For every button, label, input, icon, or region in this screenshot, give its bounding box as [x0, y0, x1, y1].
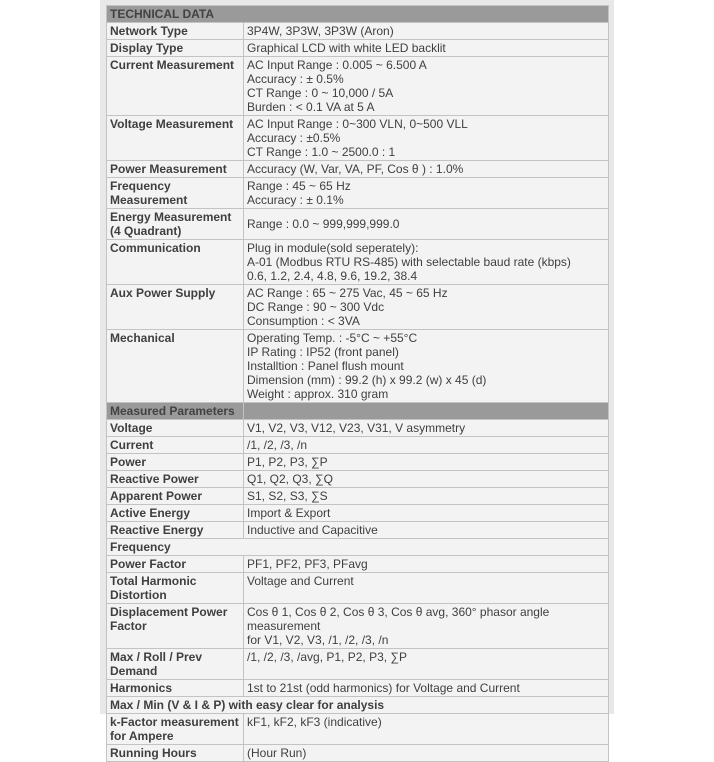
spec-row [107, 680, 609, 697]
cell-line: Consumption : < 3VA [247, 314, 360, 328]
spec-row [107, 714, 609, 745]
cell-line: Operating Temp. : -5°C ~ +55°C [247, 331, 418, 345]
cell-line: Installtion : Panel flush mount [247, 359, 404, 373]
cell-line: AC Input Range : 0~300 VLN, 0~500 VLL [247, 117, 468, 131]
spec-row-label [107, 573, 244, 604]
spec-row-value [244, 505, 609, 522]
cell-line: Range : 45 ~ 65 Hz [247, 179, 351, 193]
cell-line: Total Harmonic [110, 574, 197, 588]
cell-line: Cos θ 1, Cos θ 2, Cos θ 3, Cos θ avg, 360° phasor angle measurement [247, 605, 550, 633]
cell-line: /1, /2, /3, /n [247, 438, 308, 452]
cell-line: Weight : approx. 310 gram [247, 387, 389, 401]
cell-line: 0.6, 1.2, 2.4, 4.8, 9.6, 19.2, 38.4 [247, 269, 418, 283]
cell-line: V1, V2, V3, V12, V23, V31, V asymmetry [247, 421, 466, 435]
cell-line: Energy Measurement [110, 210, 232, 224]
cell-line: Harmonics [110, 681, 173, 695]
spec-row-value [244, 23, 609, 40]
spec-row-value [244, 57, 609, 116]
spec-row [107, 178, 609, 209]
cell-line: Factor [110, 619, 147, 633]
cell-line: for Ampere [110, 729, 174, 743]
spec-row [107, 240, 609, 285]
cell-line: Voltage and Current [247, 574, 354, 588]
spec-row [107, 604, 609, 649]
spec-row-label [107, 471, 244, 488]
spec-row-value [244, 556, 609, 573]
spec-row-value [244, 285, 609, 330]
cell-line: IP Rating : IP52 (front panel) [247, 345, 399, 359]
spec-row-value [244, 573, 609, 604]
cell-line: Accuracy (W, Var, VA, PF, Cos θ ) : 1.0% [247, 162, 464, 176]
cell-line: Mechanical [110, 331, 175, 345]
spec-row-label [107, 488, 244, 505]
cell-line: 3P4W, 3P3W, 3P3W (Aron) [247, 24, 394, 38]
spec-row-value [244, 240, 609, 285]
spec-row-label [107, 178, 244, 209]
spec-row [107, 57, 609, 116]
spec-row-value [244, 649, 609, 680]
spec-row-label [107, 330, 244, 403]
spec-row [107, 420, 609, 437]
spec-row [107, 649, 609, 680]
spec-row-value [244, 604, 609, 649]
spec-row-value [244, 454, 609, 471]
full-width-row [107, 539, 609, 556]
spec-row-label [107, 649, 244, 680]
spec-row-label [107, 23, 244, 40]
spec-row-value [244, 437, 609, 454]
spec-row-value [244, 161, 609, 178]
cell-line: k-Factor measurement [110, 715, 239, 729]
spec-row [107, 505, 609, 522]
section-title: Measured Parameters [107, 403, 244, 420]
cell-line: PF1, PF2, PF3, PFavg [247, 557, 368, 571]
spec-row-value [244, 330, 609, 403]
cell-line: (Hour Run) [247, 746, 307, 760]
spec-row [107, 745, 609, 762]
spec-row-label [107, 604, 244, 649]
spec-row [107, 488, 609, 505]
cell-line: 1st to 21st (odd harmonics) for Voltage and Current [247, 681, 520, 695]
cell-line: Aux Power Supply [110, 286, 216, 300]
cell-line: Accuracy : ±0.5% [247, 131, 341, 145]
cell-line: P1, P2, P3, ∑P [247, 455, 328, 469]
spec-row-label [107, 745, 244, 762]
cell-line: Power Measurement [110, 162, 227, 176]
spec-row [107, 161, 609, 178]
cell-line: Apparent Power [110, 489, 203, 503]
cell-line: Reactive Power [110, 472, 199, 486]
spec-row [107, 522, 609, 539]
spec-row-value [244, 714, 609, 745]
spec-row [107, 454, 609, 471]
spec-row-label [107, 285, 244, 330]
cell-line: S1, S2, S3, ∑S [247, 489, 328, 503]
spec-row-value [244, 209, 609, 240]
spec-row-label [107, 57, 244, 116]
spec-row-value [244, 745, 609, 762]
cell-line: Max / Roll / Prev Demand [110, 650, 203, 678]
spec-row-value [244, 40, 609, 57]
cell-line: AC Range : 65 ~ 275 Vac, 45 ~ 65 Hz [247, 286, 448, 300]
spec-row-label [107, 161, 244, 178]
cell-line: Reactive Energy [110, 523, 204, 537]
spec-row [107, 116, 609, 161]
spec-row [107, 23, 609, 40]
cell-line: Import & Export [247, 506, 331, 520]
spec-row [107, 437, 609, 454]
spec-row-value [244, 471, 609, 488]
cell-line: Display Type [110, 41, 184, 55]
cell-line: Graphical LCD with white LED backlit [247, 41, 446, 55]
cell-line: Active Energy [110, 506, 191, 520]
technical-data-table [106, 5, 609, 762]
content-panel [100, 0, 614, 760]
spec-row [107, 573, 609, 604]
full-width-row [107, 697, 609, 714]
cell-line: Plug in module(sold seperately): [247, 241, 419, 255]
cell-line: Running Hours [110, 746, 197, 760]
spec-row-value [244, 178, 609, 209]
cell-line: A-01 (Modbus RTU RS-485) with selectable baud rate (kbps) [247, 255, 571, 269]
cell-line: Power Factor [110, 557, 187, 571]
spec-row-value [244, 116, 609, 161]
section-header-spacer [244, 403, 609, 420]
cell-line: Current [110, 438, 154, 452]
cell-line: Q1, Q2, Q3, ∑Q [247, 472, 333, 486]
table-body [107, 6, 609, 762]
cell-line: Current Measurement [110, 58, 235, 72]
cell-line: Voltage Measurement [110, 117, 234, 131]
spec-row-value [244, 420, 609, 437]
spec-row-label [107, 240, 244, 285]
section-header-row [107, 6, 609, 23]
spec-row-label [107, 40, 244, 57]
spec-row-label [107, 420, 244, 437]
spec-row [107, 40, 609, 57]
spec-row [107, 556, 609, 573]
spec-row [107, 209, 609, 240]
cell-line: Communication [110, 241, 201, 255]
spec-row [107, 471, 609, 488]
spec-row [107, 285, 609, 330]
cell-line: Displacement Power [110, 605, 228, 619]
cell-line: Accuracy : ± 0.1% [247, 193, 344, 207]
spec-row-label [107, 116, 244, 161]
section-header-row [107, 403, 609, 420]
cell-line: AC Input Range : 0.005 ~ 6.500 A [247, 58, 427, 72]
cell-line: Burden : < 0.1 VA at 5 A [247, 100, 375, 114]
cell-line: CT Range : 0 ~ 10,000 / 5A [247, 86, 394, 100]
spec-row-label [107, 505, 244, 522]
cell-line: kF1, kF2, kF3 (indicative) [247, 715, 382, 729]
spec-row-value [244, 488, 609, 505]
cell-line: for V1, V2, V3, /1, /2, /3, /n [247, 633, 389, 647]
spec-row-label [107, 680, 244, 697]
spec-row-label [107, 209, 244, 240]
spec-row-label [107, 437, 244, 454]
cell-line: Inductive and Capacitive [247, 523, 378, 537]
cell-line: CT Range : 1.0 ~ 2500.0 : 1 [247, 145, 396, 159]
spec-row-value [244, 680, 609, 697]
full-row-label: Frequency [107, 539, 609, 556]
section-title: TECHNICAL DATA [107, 6, 609, 23]
cell-line: Range : 0.0 ~ 999,999,999.0 [247, 217, 400, 231]
spec-row [107, 330, 609, 403]
cell-line: Dimension (mm) : 99.2 (h) x 99.2 (w) x 45 (d) [247, 373, 487, 387]
cell-line: DC Range : 90 ~ 300 Vdc [247, 300, 385, 314]
cell-line: Power [110, 455, 147, 469]
cell-line: Distortion [110, 588, 167, 602]
cell-line: Frequency Measurement [110, 179, 188, 207]
full-row-label: Max / Min (V & I & P) with easy clear for analysis [107, 697, 609, 714]
cell-line: /1, /2, /3, /avg, P1, P2, P3, ∑P [247, 650, 407, 664]
spec-row-label [107, 556, 244, 573]
spec-row-label [107, 454, 244, 471]
spec-row-value [244, 522, 609, 539]
spec-row-label [107, 522, 244, 539]
cell-line: Voltage [110, 421, 153, 435]
cell-line: (4 Quadrant) [110, 224, 182, 238]
cell-line: Network Type [110, 24, 188, 38]
spec-row-label [107, 714, 244, 745]
cell-line: Accuracy : ± 0.5% [247, 72, 344, 86]
